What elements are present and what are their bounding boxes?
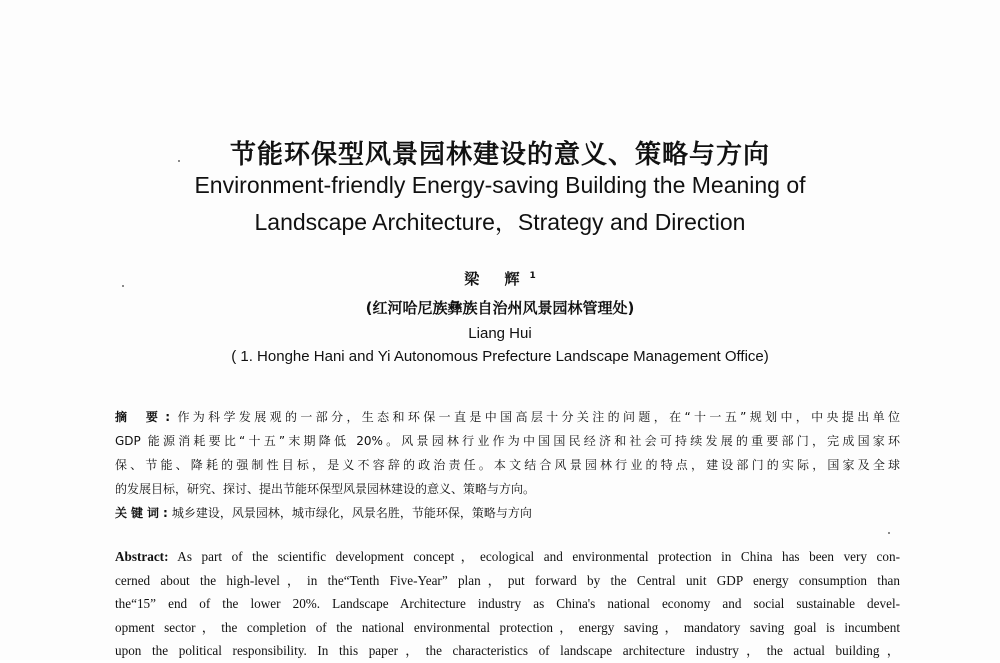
abstract-cn-line: 保、节能、降耗的强制性目标，是义不容辞的政治责任。本文结合风景园林行业的特点，建设部门的实际，国家及全球 bbox=[115, 458, 900, 472]
abstract-cn-line: 摘 要:作为科学发展观的一部分，生态和环保一直是中国高层十分关注的问题，在“十一五”规划中，中央提出单位 bbox=[115, 410, 900, 424]
scan-speck bbox=[888, 532, 890, 534]
abstract-en-line: cerned about the high-level，in the“Tenth Five-Year” plan，put forward by the Central unit GDP energy consumption than bbox=[115, 572, 900, 588]
author-chinese-name: 梁 辉 bbox=[464, 270, 530, 288]
abstract-english bbox=[115, 545, 900, 663]
abstract-cn-line: 的发展目标，研究、探讨、提出节能环保型风景园林建设的意义、策略与方向。 bbox=[115, 482, 536, 496]
abstract-chinese bbox=[115, 405, 900, 501]
title-english-line-1: Environment-friendly Energy-saving Building the Meaning of bbox=[194, 172, 806, 198]
keywords-cn-text: 城乡建设，风景园林，城市绿化，风景名胜，节能环保，策略与方向 bbox=[171, 506, 532, 520]
abstract-en-label: Abstract: bbox=[115, 549, 169, 564]
abstract-en-line: the“15” end of the lower 20%. Landscape Architecture industry as China's national economy and social sustainable devel- bbox=[115, 596, 900, 611]
author-chinese bbox=[0, 268, 1000, 289]
abstract-cn-line: GDP 能源消耗要比“十五”末期降低 20%。风景园林行业作为中国国民经济和社会可持续发展的重要部门，完成国家环 bbox=[115, 434, 900, 448]
author-english: Liang Hui bbox=[468, 325, 532, 342]
abstract-en-line: opment sector，the completion of the national environmental protection，energy saving，mandatory saving goal is incumbent bbox=[115, 619, 900, 635]
keywords-cn-label: 关键词: bbox=[115, 506, 172, 520]
affiliation-english: ( 1. Honghe Hani and Yi Autonomous Prefecture Landscape Management Office) bbox=[231, 348, 769, 365]
keywords-cn-line bbox=[115, 501, 900, 525]
keywords-chinese bbox=[115, 501, 900, 525]
author-affiliation-marker: 1 bbox=[529, 271, 536, 281]
title-chinese: 节能环保型风景园林建设的意义、策略与方向 bbox=[229, 140, 770, 170]
abstract-en-line: upon the political responsibility. In this paper，the characteristics of landscape architecture industry，the actual building， bbox=[115, 643, 900, 658]
abstract-cn-label: 摘 要: bbox=[115, 410, 175, 424]
abstract-en-line: Abstract: As part of the scientific development concept，ecological and environmental protection in China has been very con- bbox=[115, 549, 900, 564]
affiliation-chinese: (红河哈尼族彝族自治州风景园林管理处) bbox=[365, 299, 635, 317]
title-english-line-2: Landscape Architecture，Strategy and Direction bbox=[254, 209, 746, 235]
